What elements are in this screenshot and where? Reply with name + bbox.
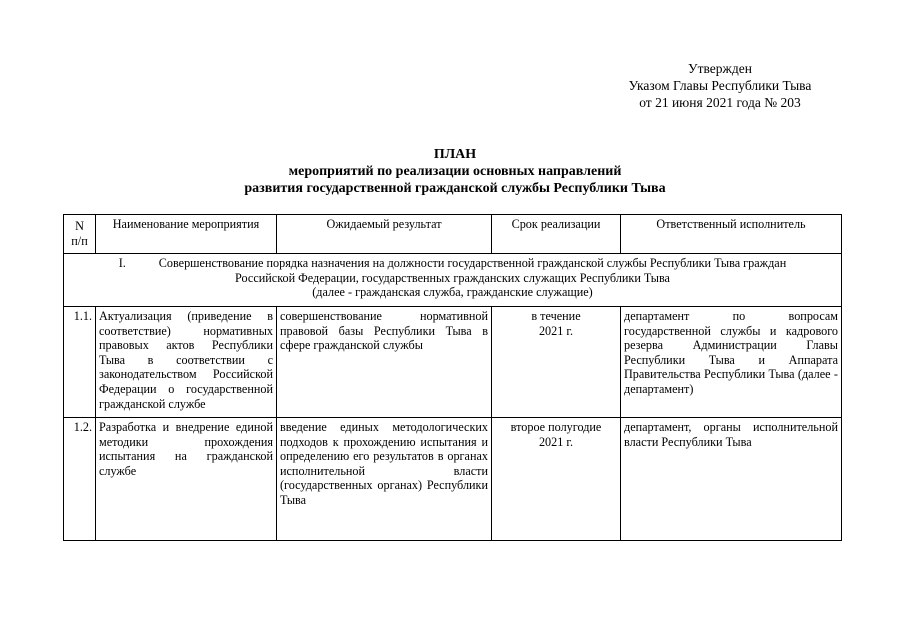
section-line-3: (далее - гражданская служба, гражданские служащие) (312, 285, 593, 300)
header-executor: Ответственный исполнитель (621, 215, 842, 254)
approval-line-approved: Утвержден (688, 61, 752, 76)
header-result: Ожидаемый результат (277, 215, 492, 254)
document-title (60, 146, 850, 197)
row-deadline-line1: в течение (531, 309, 581, 323)
title-plan: ПЛАН (433, 147, 477, 162)
row-deadline (492, 307, 621, 418)
approval-line-decree: Указом Главы Республики Тыва (628, 78, 812, 93)
row-name: Разработка и внедрение единой методики прохождения испытания на гражданской службе (96, 418, 277, 541)
header-number-n: N (75, 219, 84, 233)
table-row (64, 418, 842, 541)
table-header-row (64, 215, 842, 254)
row-deadline-line1: второе полугодие (510, 420, 602, 434)
header-number-pp: п/п (71, 233, 88, 248)
approval-line-date: от 21 июня 2021 года № 203 (639, 95, 801, 110)
row-deadline (492, 418, 621, 541)
row-executor: департамент, органы исполнительной власти Республики Тыва (621, 418, 842, 541)
header-name: Наименование мероприятия (96, 215, 277, 254)
row-number: 1.2. (64, 418, 96, 541)
section-line-2: Российской Федерации, государственных гражданских служащих Республики Тыва (235, 270, 670, 285)
section-line-1 (67, 256, 838, 271)
title-subtitle-2: развития государственной гражданской службы Республики Тыва (244, 181, 666, 196)
header-number (64, 215, 96, 254)
row-result: введение единых методологических подходов к прохождению испытания и определению его результатов в органах исполнительной власти (государственных органах) Республики Тыва (277, 418, 492, 541)
section-number: I. (118, 256, 126, 270)
row-name: Актуализация (приведение в соответствие) нормативных правовых актов Республики Тыва в соответствии с законодательством Российской Федерации о государственной гражданской службе (96, 307, 277, 418)
table-row (64, 307, 842, 418)
plan-table (63, 214, 842, 541)
section-heading (64, 254, 842, 307)
row-deadline-line2: 2021 г. (538, 434, 574, 449)
row-executor: департамент по вопросам государственной службы и кадрового резерва Администрации Главы Республики Тыва и Аппарата Правительства Республики Тыва (далее - департамент) (621, 307, 842, 418)
title-subtitle-1: мероприятий по реализации основных направлений (288, 164, 622, 179)
section-text-1: Совершенствование порядка назначения на должности государственной гражданской службы Республики Тыва граждан (158, 256, 787, 270)
row-deadline-line2: 2021 г. (538, 323, 574, 338)
section-row (64, 254, 842, 307)
header-deadline: Срок реализации (492, 215, 621, 254)
approval-stamp (600, 60, 840, 111)
row-result: совершенствование нормативной правовой базы Республики Тыва в сфере гражданской службы (277, 307, 492, 418)
row-number: 1.1. (64, 307, 96, 418)
